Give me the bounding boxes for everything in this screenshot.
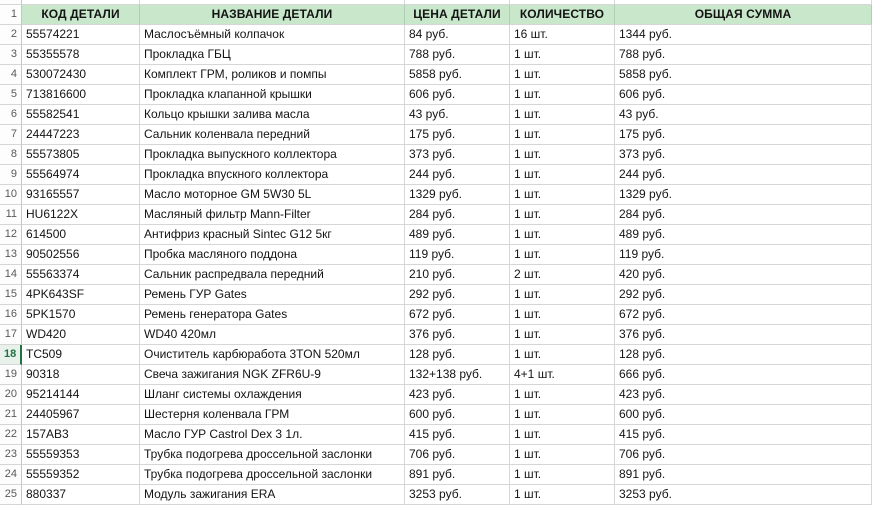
cell-code[interactable]: 55559353 bbox=[22, 445, 140, 465]
cell-price[interactable]: 5858 руб. bbox=[405, 65, 510, 85]
row-number[interactable]: 2 bbox=[0, 25, 22, 45]
column-header-price[interactable]: ЦЕНА ДЕТАЛИ bbox=[405, 5, 510, 25]
cell-price[interactable]: 415 руб. bbox=[405, 425, 510, 445]
cell-price[interactable]: 600 руб. bbox=[405, 405, 510, 425]
cell-total[interactable]: 1344 руб. bbox=[615, 25, 872, 45]
cell-qty[interactable]: 1 шт. bbox=[510, 45, 615, 65]
cell-name[interactable]: Маслосъёмный колпачок bbox=[140, 25, 405, 45]
cell-price[interactable]: 43 руб. bbox=[405, 105, 510, 125]
cell-total[interactable]: 292 руб. bbox=[615, 285, 872, 305]
cell-price[interactable]: 3253 руб. bbox=[405, 485, 510, 505]
row-number[interactable]: 15 bbox=[0, 285, 22, 305]
row-number[interactable]: 7 bbox=[0, 125, 22, 145]
cell-code[interactable]: 55563374 bbox=[22, 265, 140, 285]
cell-qty[interactable]: 1 шт. bbox=[510, 145, 615, 165]
cell-total[interactable]: 244 руб. bbox=[615, 165, 872, 185]
cell-qty[interactable]: 1 шт. bbox=[510, 425, 615, 445]
row-number[interactable]: 14 bbox=[0, 265, 22, 285]
cell-total[interactable]: 128 руб. bbox=[615, 345, 872, 365]
cell-code[interactable]: 55564974 bbox=[22, 165, 140, 185]
cell-total[interactable]: 420 руб. bbox=[615, 265, 872, 285]
cell-name[interactable]: Трубка подогрева дроссельной заслонки bbox=[140, 445, 405, 465]
column-header-code[interactable]: КОД ДЕТАЛИ bbox=[22, 5, 140, 25]
cell-total[interactable]: 43 руб. bbox=[615, 105, 872, 125]
cell-code[interactable]: 614500 bbox=[22, 225, 140, 245]
cell-total[interactable]: 3253 руб. bbox=[615, 485, 872, 505]
cell-name[interactable]: Масляный фильтр Mann-Filter bbox=[140, 205, 405, 225]
cell-name[interactable]: Кольцо крышки залива масла bbox=[140, 105, 405, 125]
cell-price[interactable]: 706 руб. bbox=[405, 445, 510, 465]
row-number[interactable]: 19 bbox=[0, 365, 22, 385]
row-number[interactable]: 1 bbox=[0, 5, 22, 25]
cell-name[interactable]: Масло моторное GM 5W30 5L bbox=[140, 185, 405, 205]
cell-code[interactable]: 880337 bbox=[22, 485, 140, 505]
cell-price[interactable]: 132+138 руб. bbox=[405, 365, 510, 385]
row-number[interactable]: 17 bbox=[0, 325, 22, 345]
cell-name[interactable]: Ремень ГУР Gates bbox=[140, 285, 405, 305]
cell-name[interactable]: Трубка подогрева дроссельной заслонки bbox=[140, 465, 405, 485]
cell-price[interactable]: 376 руб. bbox=[405, 325, 510, 345]
cell-code[interactable]: 93165557 bbox=[22, 185, 140, 205]
cell-total[interactable]: 5858 руб. bbox=[615, 65, 872, 85]
cell-total[interactable]: 423 руб. bbox=[615, 385, 872, 405]
row-number[interactable]: 9 bbox=[0, 165, 22, 185]
cell-price[interactable]: 423 руб. bbox=[405, 385, 510, 405]
cell-name[interactable]: Прокладка выпускного коллектора bbox=[140, 145, 405, 165]
row-number[interactable]: 21 bbox=[0, 405, 22, 425]
cell-qty[interactable]: 1 шт. bbox=[510, 165, 615, 185]
cell-code[interactable]: 55582541 bbox=[22, 105, 140, 125]
row-number[interactable]: 10 bbox=[0, 185, 22, 205]
column-header-qty[interactable]: КОЛИЧЕСТВО bbox=[510, 5, 615, 25]
cell-qty[interactable]: 1 шт. bbox=[510, 345, 615, 365]
cell-total[interactable]: 415 руб. bbox=[615, 425, 872, 445]
cell-qty[interactable]: 1 шт. bbox=[510, 125, 615, 145]
cell-qty[interactable]: 1 шт. bbox=[510, 385, 615, 405]
cell-code[interactable]: 90318 bbox=[22, 365, 140, 385]
cell-name[interactable]: WD40 420мл bbox=[140, 325, 405, 345]
cell-code[interactable]: 55355578 bbox=[22, 45, 140, 65]
cell-qty[interactable]: 2 шт. bbox=[510, 265, 615, 285]
cell-code[interactable]: 24405967 bbox=[22, 405, 140, 425]
row-number[interactable]: 11 bbox=[0, 205, 22, 225]
cell-price[interactable]: 84 руб. bbox=[405, 25, 510, 45]
cell-price[interactable]: 119 руб. bbox=[405, 245, 510, 265]
cell-price[interactable]: 672 руб. bbox=[405, 305, 510, 325]
cell-price[interactable]: 606 руб. bbox=[405, 85, 510, 105]
cell-code[interactable]: 90502556 bbox=[22, 245, 140, 265]
cell-qty[interactable]: 1 шт. bbox=[510, 405, 615, 425]
column-header-name[interactable]: НАЗВАНИЕ ДЕТАЛИ bbox=[140, 5, 405, 25]
cell-code[interactable]: 713816600 bbox=[22, 85, 140, 105]
cell-total[interactable]: 1329 руб. bbox=[615, 185, 872, 205]
cell-price[interactable]: 175 руб. bbox=[405, 125, 510, 145]
row-number[interactable]: 5 bbox=[0, 85, 22, 105]
cell-qty[interactable]: 4+1 шт. bbox=[510, 365, 615, 385]
row-number[interactable]: 18 bbox=[0, 345, 22, 365]
cell-total[interactable]: 373 руб. bbox=[615, 145, 872, 165]
cell-qty[interactable]: 1 шт. bbox=[510, 185, 615, 205]
cell-name[interactable]: Ремень генератора Gates bbox=[140, 305, 405, 325]
row-number[interactable]: 22 bbox=[0, 425, 22, 445]
cell-code[interactable]: 5PK1570 bbox=[22, 305, 140, 325]
cell-name[interactable]: Антифриз красный Sintec G12 5кг bbox=[140, 225, 405, 245]
cell-code[interactable]: 530072430 bbox=[22, 65, 140, 85]
row-number[interactable]: 4 bbox=[0, 65, 22, 85]
column-header-total[interactable]: ОБЩАЯ СУММА bbox=[615, 5, 872, 25]
cell-total[interactable]: 284 руб. bbox=[615, 205, 872, 225]
cell-total[interactable]: 376 руб. bbox=[615, 325, 872, 345]
cell-qty[interactable]: 1 шт. bbox=[510, 85, 615, 105]
cell-price[interactable]: 210 руб. bbox=[405, 265, 510, 285]
cell-qty[interactable]: 1 шт. bbox=[510, 285, 615, 305]
cell-price[interactable]: 128 руб. bbox=[405, 345, 510, 365]
cell-name[interactable]: Очиститель карбюработа 3TON 520мл bbox=[140, 345, 405, 365]
cell-price[interactable]: 1329 руб. bbox=[405, 185, 510, 205]
cell-qty[interactable]: 1 шт. bbox=[510, 245, 615, 265]
cell-code[interactable]: 4PK643SF bbox=[22, 285, 140, 305]
row-number[interactable]: 16 bbox=[0, 305, 22, 325]
row-number[interactable]: 23 bbox=[0, 445, 22, 465]
cell-total[interactable]: 119 руб. bbox=[615, 245, 872, 265]
row-number[interactable]: 13 bbox=[0, 245, 22, 265]
row-number[interactable]: 25 bbox=[0, 485, 22, 505]
cell-code[interactable]: WD420 bbox=[22, 325, 140, 345]
cell-code[interactable]: HU6122X bbox=[22, 205, 140, 225]
cell-code[interactable]: 55559352 bbox=[22, 465, 140, 485]
cell-total[interactable]: 606 руб. bbox=[615, 85, 872, 105]
cell-code[interactable]: 24447223 bbox=[22, 125, 140, 145]
cell-name[interactable]: Шестерня коленвала ГРМ bbox=[140, 405, 405, 425]
cell-price[interactable]: 373 руб. bbox=[405, 145, 510, 165]
cell-name[interactable]: Комплект ГРМ, роликов и помпы bbox=[140, 65, 405, 85]
cell-price[interactable]: 284 руб. bbox=[405, 205, 510, 225]
cell-name[interactable]: Прокладка впускного коллектора bbox=[140, 165, 405, 185]
cell-total[interactable]: 600 руб. bbox=[615, 405, 872, 425]
row-number[interactable]: 3 bbox=[0, 45, 22, 65]
cell-qty[interactable]: 1 шт. bbox=[510, 305, 615, 325]
cell-price[interactable]: 891 руб. bbox=[405, 465, 510, 485]
cell-total[interactable]: 706 руб. bbox=[615, 445, 872, 465]
cell-name[interactable]: Пробка масляного поддона bbox=[140, 245, 405, 265]
cell-name[interactable]: Свеча зажигания NGK ZFR6U-9 bbox=[140, 365, 405, 385]
cell-name[interactable]: Прокладка ГБЦ bbox=[140, 45, 405, 65]
cell-code[interactable]: 157AB3 bbox=[22, 425, 140, 445]
cell-qty[interactable]: 1 шт. bbox=[510, 485, 615, 505]
cell-price[interactable]: 788 руб. bbox=[405, 45, 510, 65]
cell-qty[interactable]: 1 шт. bbox=[510, 105, 615, 125]
cell-code[interactable]: 95214144 bbox=[22, 385, 140, 405]
cell-price[interactable]: 244 руб. bbox=[405, 165, 510, 185]
row-number[interactable]: 20 bbox=[0, 385, 22, 405]
cell-code[interactable]: 55573805 bbox=[22, 145, 140, 165]
cell-total[interactable]: 175 руб. bbox=[615, 125, 872, 145]
cell-price[interactable]: 292 руб. bbox=[405, 285, 510, 305]
cell-code[interactable]: TC509 bbox=[22, 345, 140, 365]
cell-name[interactable]: Сальник коленвала передний bbox=[140, 125, 405, 145]
cell-qty[interactable]: 1 шт. bbox=[510, 225, 615, 245]
cell-qty[interactable]: 1 шт. bbox=[510, 465, 615, 485]
cell-qty[interactable]: 16 шт. bbox=[510, 25, 615, 45]
cell-qty[interactable]: 1 шт. bbox=[510, 325, 615, 345]
cell-total[interactable]: 788 руб. bbox=[615, 45, 872, 65]
cell-qty[interactable]: 1 шт. bbox=[510, 445, 615, 465]
cell-code[interactable]: 55574221 bbox=[22, 25, 140, 45]
cell-total[interactable]: 672 руб. bbox=[615, 305, 872, 325]
cell-name[interactable]: Масло ГУР Castrol Dex 3 1л. bbox=[140, 425, 405, 445]
cell-price[interactable]: 489 руб. bbox=[405, 225, 510, 245]
cell-total[interactable]: 891 руб. bbox=[615, 465, 872, 485]
cell-qty[interactable]: 1 шт. bbox=[510, 65, 615, 85]
cell-name[interactable]: Прокладка клапанной крышки bbox=[140, 85, 405, 105]
row-number[interactable]: 6 bbox=[0, 105, 22, 125]
cell-qty[interactable]: 1 шт. bbox=[510, 205, 615, 225]
cell-total[interactable]: 489 руб. bbox=[615, 225, 872, 245]
cell-total[interactable]: 666 руб. bbox=[615, 365, 872, 385]
row-number[interactable]: 12 bbox=[0, 225, 22, 245]
row-number[interactable]: 24 bbox=[0, 465, 22, 485]
cell-name[interactable]: Модуль зажигания ERA bbox=[140, 485, 405, 505]
cell-name[interactable]: Шланг системы охлаждения bbox=[140, 385, 405, 405]
cell-name[interactable]: Сальник распредвала передний bbox=[140, 265, 405, 285]
row-number[interactable]: 8 bbox=[0, 145, 22, 165]
